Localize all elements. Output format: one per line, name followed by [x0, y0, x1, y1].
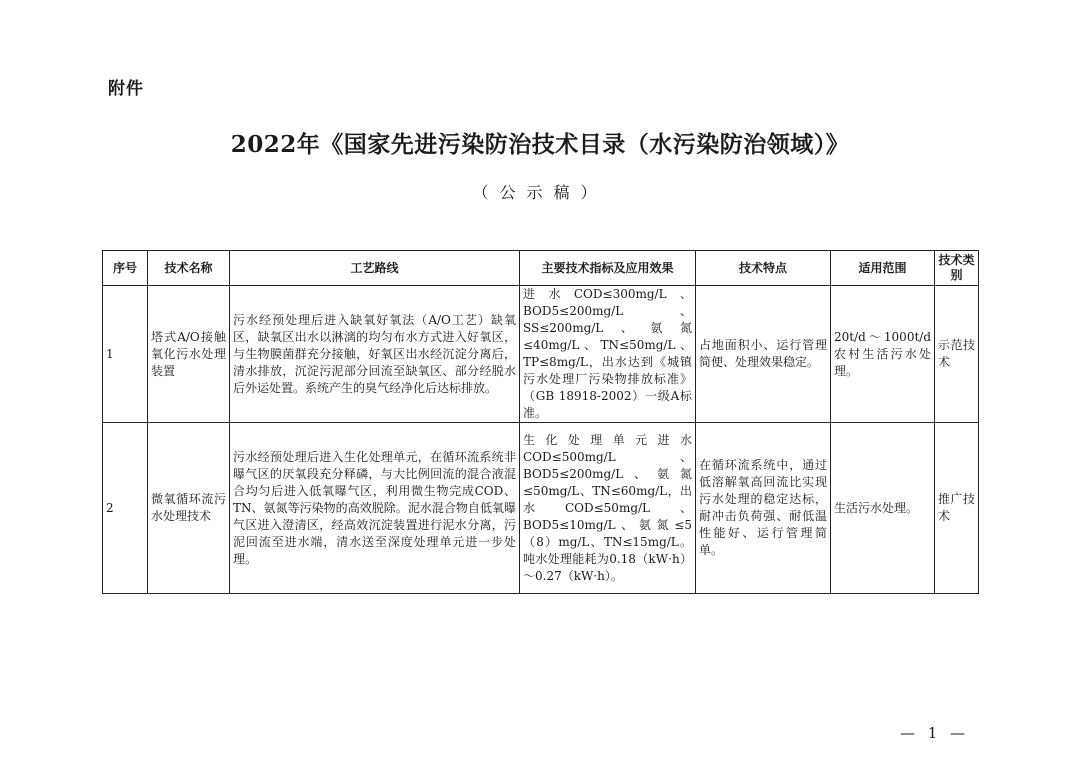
- document-title: 2022年《国家先进污染防治技术目录（水污染防治领域）》: [230, 131, 850, 158]
- cell-features: 占地面积小、运行管理简便、处理效果稳定。: [696, 286, 831, 423]
- table-row: [103, 423, 979, 594]
- header-features: 技术特点: [696, 251, 831, 286]
- header-category: 技术类别: [935, 251, 979, 286]
- cell-seq: 2: [103, 423, 148, 594]
- cell-category: 推广技术: [935, 423, 979, 594]
- technology-catalog-table: [102, 250, 979, 594]
- cell-indicators: 生化处理单元进水COD≤500mg/L、BOD5≤200mg/L、氨氮≤50mg/L、TN≤60mg/L，出水COD≤50mg/L、BOD5≤10mg/L、氨氮≤5（8）mg/L、TN≤15mg/L。吨水处理能耗为0.18（kW·h）～0.27（kW·h）。: [520, 423, 696, 594]
- cell-scope: 生活污水处理。: [831, 423, 935, 594]
- cell-indicators: 进水COD≤300mg/L、BOD5≤200mg/L、SS≤200mg/L、氨氮≤40mg/L、TN≤50mg/L、TP≤8mg/L，出水达到《城镇污水处理厂污染物排放标准》（GB 18918-2002）一级A标准。: [520, 286, 696, 423]
- header-process: 工艺路线: [230, 251, 520, 286]
- cell-scope: 20t/d～1000t/d农村生活污水处理。: [831, 286, 935, 423]
- table-row: [103, 286, 979, 423]
- cell-name: 微氧循环流污水处理技术: [148, 423, 230, 594]
- cell-category: 示范技术: [935, 286, 979, 423]
- header-scope: 适用范围: [831, 251, 935, 286]
- cell-process: 污水经预处理后进入生化处理单元，在循环流系统非曝气区的厌氧段充分释磷，与大比例回流的混合液混合均匀后进入低氧曝气区，利用微生物完成COD、TN、氨氮等污染物的高效脱除。泥水混合物自低氧曝气区进入澄清区，经高效沉淀装置进行泥水分离，污泥回流至进水端，清水送至深度处理单元进一步处理。: [230, 423, 520, 594]
- page-number: — 1 —: [900, 724, 970, 742]
- header-seq: 序号: [103, 251, 148, 286]
- table-header-row: [103, 251, 979, 286]
- header-indicators: 主要技术指标及应用效果: [520, 251, 696, 286]
- cell-seq: 1: [103, 286, 148, 423]
- document-subtitle: （公示稿）: [472, 183, 608, 202]
- header-name: 技术名称: [148, 251, 230, 286]
- cell-name: 塔式A/O接触氧化污水处理装置: [148, 286, 230, 423]
- cell-features: 在循环流系统中，通过低溶解氧高回流比实现污水处理的稳定达标，耐冲击负荷强、耐低温性能好、运行管理简单。: [696, 423, 831, 594]
- attachment-label: 附件: [108, 79, 144, 99]
- cell-process: 污水经预处理后进入缺氧好氧法（A/O工艺）缺氧区，缺氧区出水以淋漓的均匀布水方式进入好氧区，与生物膜菌群充分接触，好氧区出水经沉淀分离后，清水排放，沉淀污泥部分回流至缺氧区、部分经脱水后外运处置。系统产生的臭气经净化后达标排放。: [230, 286, 520, 423]
